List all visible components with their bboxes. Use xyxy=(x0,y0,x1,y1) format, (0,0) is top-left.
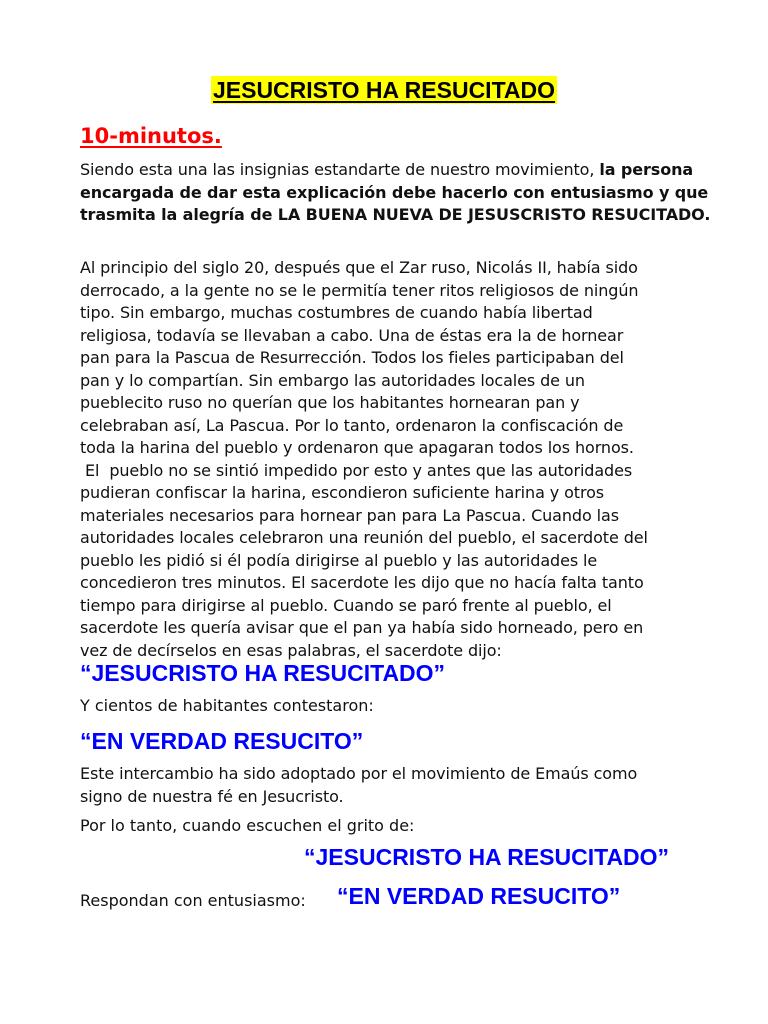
por-lo-tanto-line: Por lo tanto, cuando escuchen el grito de: xyxy=(80,816,415,835)
quote-en-verdad: “EN VERDAD RESUCITO” xyxy=(80,728,364,754)
page-title: JESUCRISTO HA RESUCITADO xyxy=(212,77,556,103)
story-line: religiosa, todavía se llevaban a cabo. Una de éstas era la de hornear xyxy=(80,325,624,345)
story-line: toda la harina del pueblo y ordenaron que apagaran todos los hornos. xyxy=(80,438,634,457)
respondan-line: Respondan con entusiasmo: xyxy=(80,891,306,910)
exchange-line: Este intercambio ha sido adoptado por el movimiento de Emaús como xyxy=(80,764,638,783)
exchange-paragraph xyxy=(80,763,720,808)
quote-jesucristo: “JESUCRISTO HA RESUCITADO” xyxy=(80,660,446,686)
intro-bold-text: la persona encargada de dar esta explicación debe hacerlo con entusiasmo y que trasmita la alegría de LA BUENA NUEVA DE JESUSCRISTO RESUCITADO. xyxy=(80,160,711,224)
intro-paragraph xyxy=(80,159,720,227)
story-line: vez de decírselos en esas palabras, el sacerdote dijo: xyxy=(80,640,502,660)
story-line: pueblecito ruso no querían que los habitantes hornearan pan y xyxy=(80,393,580,412)
story-line: El pueblo no se sintió impedido por esto y antes que las autoridades xyxy=(80,460,633,480)
story-line: autoridades locales celebraron una reunión del pueblo, el sacerdote del xyxy=(80,528,648,547)
story-line: concedieron tres minutos. El sacerdote les dijo que no hacía falta tanto xyxy=(80,573,644,592)
cientos-line: Y cientos de habitantes contestaron: xyxy=(80,696,374,715)
story-paragraph xyxy=(80,257,720,662)
duration-subtitle: 10-minutos. xyxy=(80,124,222,148)
exchange-line: signo de nuestra fé en Jesucristo. xyxy=(80,786,344,806)
story-line: pueblo les pidió si él podía dirigirse al pueblo y las autoridades le xyxy=(80,550,598,570)
intro-plain-text: Siendo esta una las insignias estandarte de nuestro movimiento, xyxy=(80,160,600,179)
story-line: derrocado, a la gente no se le permitía tener ritos religiosos de ningún xyxy=(80,280,639,300)
title-container xyxy=(0,76,768,104)
story-line: Al principio del siglo 20, después que el Zar ruso, Nicolás II, había sido xyxy=(80,258,638,277)
quote-en-verdad-response: “EN VERDAD RESUCITO” xyxy=(337,883,621,909)
story-line: tiempo para dirigirse al pueblo. Cuando se paró frente al pueblo, el xyxy=(80,595,612,615)
story-line: materiales necesarios para hornear pan para La Pascua. Cuando las xyxy=(80,505,619,525)
story-line: sacerdote les quería avisar que el pan ya había sido horneado, pero en xyxy=(80,618,644,637)
story-line: tipo. Sin embargo, muchas costumbres de cuando había libertad xyxy=(80,303,593,322)
quote-jesucristo-call: “JESUCRISTO HA RESUCITADO” xyxy=(304,844,670,870)
story-line: celebraban así, La Pascua. Por lo tanto, ordenaron la confiscación de xyxy=(80,415,624,435)
story-line: pan y lo compartían. Sin embargo las autoridades locales de un xyxy=(80,370,585,390)
story-line: pan para la Pascua de Resurrección. Todos los fieles participaban del xyxy=(80,348,624,367)
story-line: pudieran confiscar la harina, escondieron suficiente harina y otros xyxy=(80,483,605,502)
